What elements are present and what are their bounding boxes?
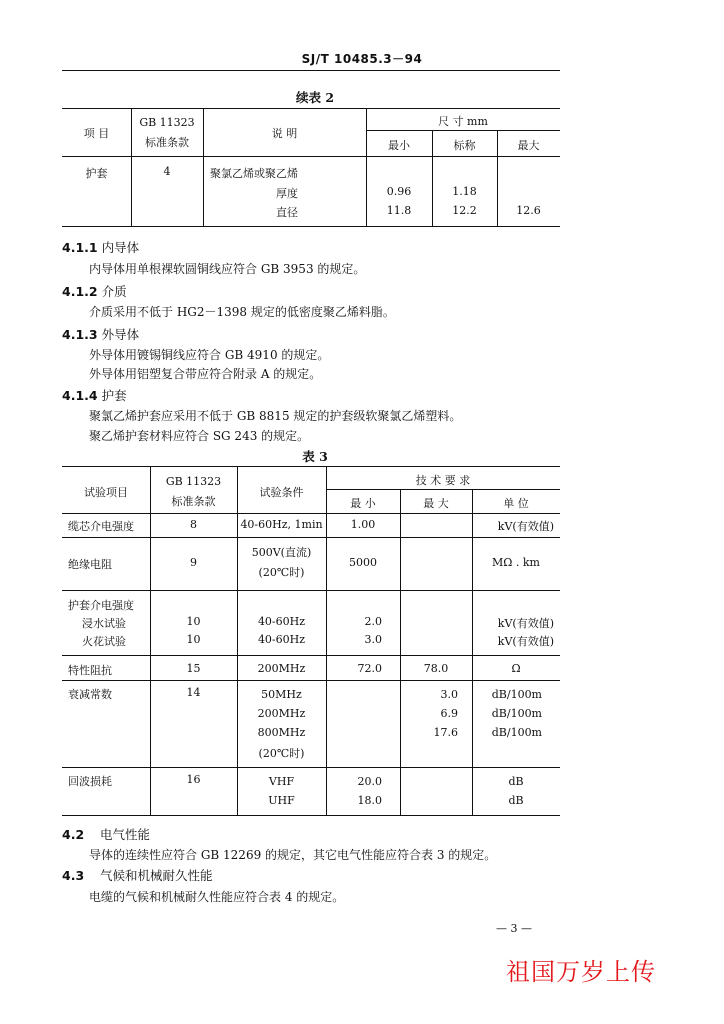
t3-r3-cond-2: 40-60Hz — [257, 633, 306, 646]
para-4-1-3a: 外导体用镀锡铜线应符合 GB 4910 的规定。 — [89, 348, 330, 362]
document-code: SJ/T 10485.3－94 — [301, 52, 423, 66]
t3-r4-clause: 15 — [186, 662, 201, 675]
t3-r5-cond-2: 200MHz — [257, 707, 306, 720]
t2-row3-min: 11.8 — [386, 204, 412, 217]
t2-header-max: 最大 — [517, 139, 540, 152]
t3-header-unit: 单 位 — [503, 497, 529, 510]
t3-r5-max-1: 3.0 — [440, 688, 458, 701]
t3-r2-cond-2: (20℃时) — [258, 566, 305, 579]
t3-header-min: 最 小 — [350, 497, 376, 510]
t3-r3-unit-2: kV(有效值) — [497, 635, 554, 648]
t3-r5-unit-3: dB/100m — [491, 726, 542, 739]
t3-r1-min: 1.00 — [350, 518, 376, 531]
para-4-3: 电缆的气候和机械耐久性能应符合表 4 的规定。 — [89, 890, 345, 904]
para-4-1-1: 内导体用单根裸软圆铜线应符合 GB 3953 的规定。 — [89, 262, 366, 276]
para-4-1-3b: 外导体用铝塑复合带应符合附录 A 的规定。 — [89, 367, 322, 381]
t3-r6-min-2: 18.0 — [357, 794, 382, 807]
t3-r1-cond: 40-60Hz, 1min — [240, 518, 323, 531]
section-4-3: 4.3 气候和机械耐久性能 — [62, 868, 213, 883]
header-rule — [62, 70, 560, 71]
t2-row2-nominal: 1.18 — [452, 185, 477, 198]
t3-r6-clause: 16 — [186, 773, 201, 786]
para-4-1-4a: 聚氯乙烯护套应采用不低于 GB 8815 规定的护套级软聚氯乙烯塑料。 — [89, 409, 462, 423]
t3-r1-item: 缆芯介电强度 — [68, 520, 134, 533]
t3-r1-unit: kV(有效值) — [497, 520, 554, 533]
t3-r6-min-1: 20.0 — [357, 775, 382, 788]
t3-r6-unit-1: dB — [508, 775, 524, 788]
t3-r4-item: 特性阻抗 — [68, 664, 112, 677]
t3-r4-max: 78.0 — [423, 662, 449, 675]
t2-header-min: 最小 — [388, 139, 410, 152]
t2-row1-desc: 聚氯乙烯或聚乙烯 — [210, 167, 298, 180]
t3-r2-min: 5000 — [349, 556, 377, 569]
t2-row2-min: 0.96 — [386, 185, 412, 198]
para-4-1-2: 介质采用不低于 HG2－1398 规定的低密度聚乙烯料脂。 — [89, 305, 395, 319]
t3-header-clause-2: 标准条款 — [171, 495, 216, 508]
para-4-2: 导体的连续性应符合 GB 12269 的规定，其它电气性能应符合表 3 的规定。 — [89, 848, 497, 862]
t3-r5-cond-1: 50MHz — [261, 688, 302, 701]
t3-header-cond: 试验条件 — [259, 486, 304, 499]
t3-r3-sub-1: 浸水试验 — [82, 617, 126, 630]
t3-r6-unit-2: dB — [508, 794, 524, 807]
t3-r5-item: 衰减常数 — [68, 688, 112, 701]
t3-r3-sub-2: 火花试验 — [82, 635, 126, 648]
section-4-1-1: 4.1.1 内导体 — [62, 240, 140, 255]
t3-r5-clause: 14 — [186, 686, 201, 699]
t3-r4-unit: Ω — [511, 662, 521, 675]
t3-r3-cond-1: 40-60Hz — [257, 615, 306, 628]
t3-r3-unit-1: kV(有效值) — [497, 617, 554, 630]
t3-r3-clause-1: 10 — [186, 615, 201, 628]
section-4-2: 4.2 电气性能 — [62, 827, 150, 842]
t2-row2-desc: 厚度 — [276, 187, 298, 200]
t3-r4-min: 72.0 — [357, 662, 382, 675]
t3-r2-item: 绝缘电阻 — [68, 558, 112, 571]
t3-r4-cond: 200MHz — [257, 662, 306, 675]
t3-header-clause-1: GB 11323 — [165, 475, 222, 488]
t2-row3-max: 12.6 — [516, 204, 541, 217]
section-4-1-3: 4.1.3 外导体 — [62, 327, 140, 342]
t3-r6-item: 回波损耗 — [68, 775, 112, 788]
t3-r2-clause: 9 — [190, 556, 197, 569]
t3-header-tech: 技 术 要 求 — [415, 474, 471, 487]
t2-row3-nominal: 12.2 — [452, 204, 477, 217]
t3-r2-cond-1: 500V(直流) — [251, 546, 312, 559]
upload-watermark: 祖国万岁上传 — [506, 958, 656, 986]
section-4-1-4: 4.1.4 护套 — [62, 388, 127, 403]
t3-r6-cond-1: VHF — [268, 775, 295, 788]
section-4-1-2: 4.1.2 介质 — [62, 284, 127, 299]
t3-header-item: 试验项目 — [84, 486, 128, 499]
t2-row1-clause: 4 — [163, 165, 171, 178]
t3-r3-min-2: 3.0 — [364, 633, 382, 646]
t2-header-item: 项 目 — [83, 127, 110, 140]
t3-r5-max-3: 17.6 — [433, 726, 458, 739]
table2-caption: 续表 2 — [295, 90, 335, 105]
t3-r2-unit: MΩ . km — [492, 556, 540, 569]
t2-header-clause-2: 标准条款 — [145, 136, 189, 149]
t2-header-clause-1: GB 11323 — [139, 116, 195, 129]
t3-header-max: 最 大 — [423, 497, 449, 510]
t3-r6-cond-2: UHF — [268, 794, 295, 807]
page-number: — 3 — — [496, 922, 532, 935]
t2-header-nominal: 标称 — [453, 139, 476, 152]
para-4-1-4b: 聚乙烯护套材料应符合 SG 243 的规定。 — [89, 429, 310, 443]
t3-r5-max-2: 6.9 — [440, 707, 458, 720]
t3-r3-item: 护套介电强度 — [68, 599, 134, 612]
t3-r5-cond-4: (20℃时) — [258, 747, 305, 760]
table3-caption: 表 3 — [302, 449, 328, 464]
t2-header-desc: 说 明 — [271, 127, 298, 140]
t3-r5-unit-1: dB/100m — [491, 688, 542, 701]
t3-r5-unit-2: dB/100m — [491, 707, 542, 720]
t2-row1-item: 护套 — [85, 167, 108, 180]
t3-r3-min-1: 2.0 — [364, 615, 382, 628]
t3-r5-cond-3: 800MHz — [257, 726, 306, 739]
t2-row3-desc: 直径 — [276, 206, 298, 219]
t2-header-dims: 尺 寸 mm — [438, 115, 488, 128]
t3-r3-clause-2: 10 — [186, 633, 201, 646]
t3-r1-clause: 8 — [190, 518, 197, 531]
